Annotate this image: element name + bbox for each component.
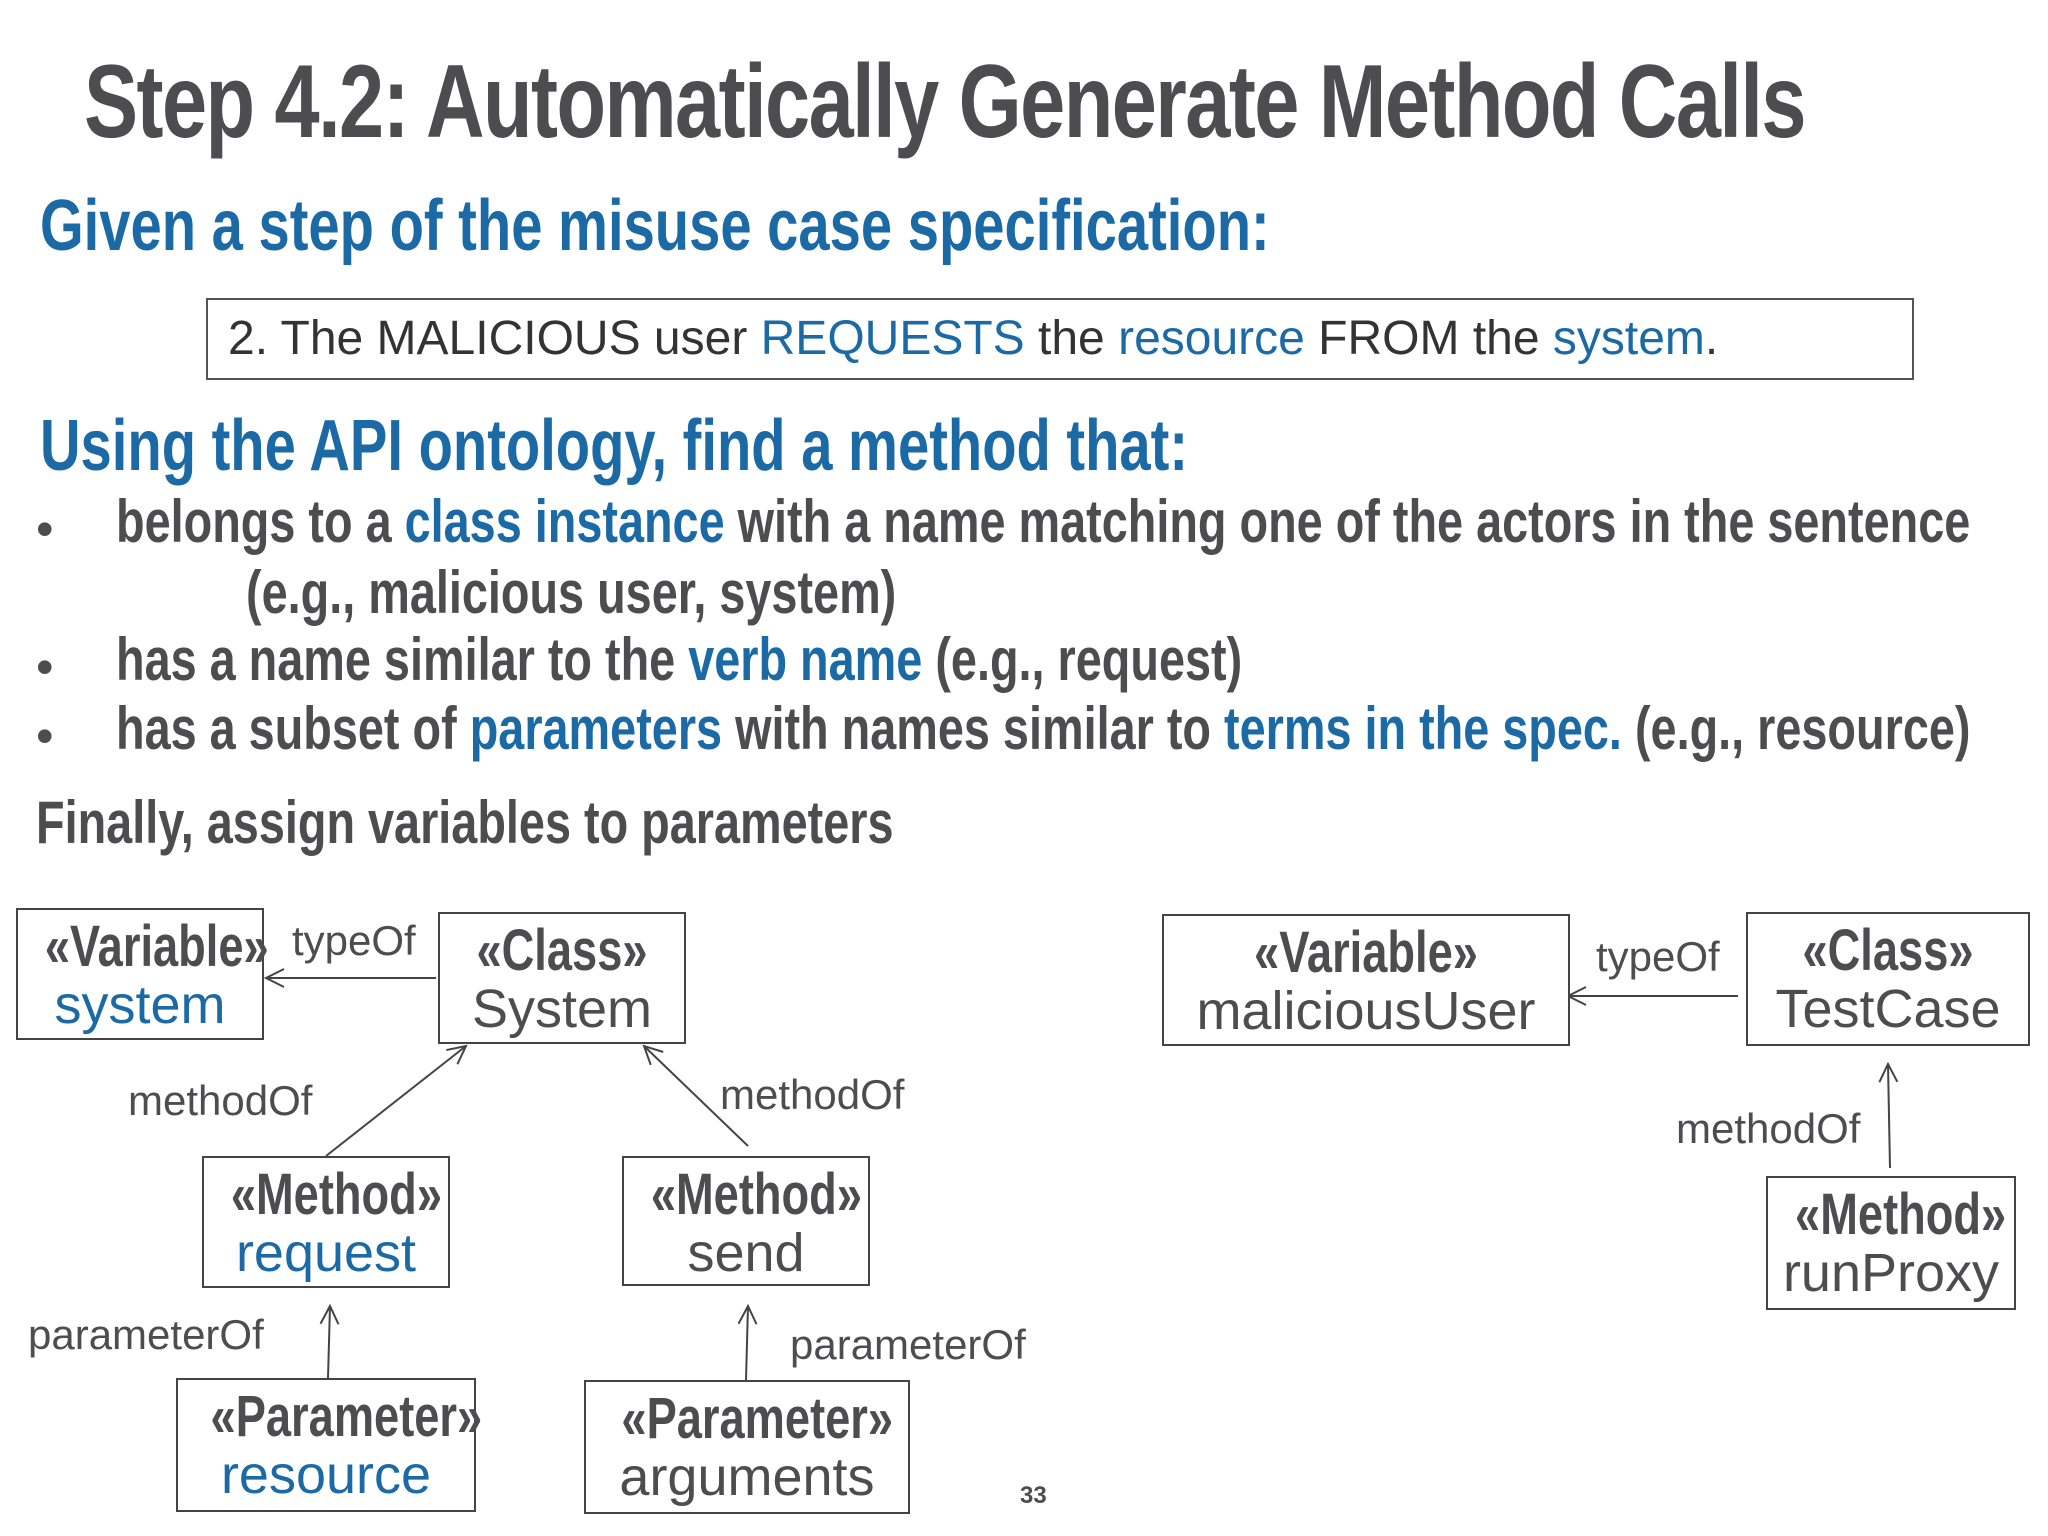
parameter-resource-name: resource bbox=[220, 1445, 432, 1505]
slide-title: Step 4.2: Automatically Generate Method Calls bbox=[84, 44, 1805, 160]
edge-runproxy-methodof bbox=[1888, 1064, 1890, 1168]
parameter-resource-stereotype: «Parameter» bbox=[210, 1384, 483, 1449]
label-typeof-1: typeOf bbox=[292, 917, 416, 964]
method-send-node bbox=[622, 1156, 870, 1286]
variable-malicioususer-name: maliciousUser bbox=[1196, 981, 1536, 1041]
variable-system-stereotype: «Variable» bbox=[44, 914, 269, 979]
bullet-3-e: (e.g., resource) bbox=[1621, 695, 1971, 762]
method-request-node bbox=[202, 1156, 450, 1288]
edge-request-methodof bbox=[326, 1046, 466, 1156]
bullet-1-highlight: class instance bbox=[404, 488, 725, 555]
spec-system: system bbox=[1552, 312, 1705, 365]
method-runproxy-stereotype: «Method» bbox=[1795, 1182, 2007, 1247]
method-send-name: send bbox=[687, 1223, 805, 1283]
edge-resource-parameterof bbox=[328, 1306, 330, 1378]
finally-text: Finally, assign variables to parameters bbox=[36, 789, 894, 856]
class-testcase-name: TestCase bbox=[1775, 979, 2001, 1039]
label-parameterof-2: parameterOf bbox=[790, 1321, 1026, 1368]
bullet-symbol-3: • bbox=[36, 708, 54, 764]
class-system-name: System bbox=[471, 979, 653, 1039]
given-heading: Given a step of the misuse case specification: bbox=[40, 186, 1270, 266]
spec-verb: REQUESTS bbox=[760, 312, 1025, 365]
bullet-2-c: (e.g., request) bbox=[922, 626, 1243, 693]
page-number: 33 bbox=[1020, 1482, 1047, 1509]
spec-text-3: the bbox=[1024, 312, 1119, 365]
spec-resource: resource bbox=[1118, 312, 1305, 365]
label-typeof-2: typeOf bbox=[1596, 933, 1720, 980]
class-system-stereotype: «Class» bbox=[476, 918, 648, 983]
method-runproxy-name: runProxy bbox=[1782, 1243, 2000, 1303]
bullet-2-highlight: verb name bbox=[688, 626, 923, 693]
using-heading: Using the API ontology, find a method that: bbox=[40, 406, 1189, 486]
spec-text-7: . bbox=[1704, 312, 1719, 365]
bullet-2-a: has a name similar to the bbox=[116, 626, 689, 693]
variable-system-node bbox=[16, 908, 269, 1040]
spec-text-1: 2. The MALICIOUS user bbox=[228, 312, 761, 365]
variable-malicioususer-node bbox=[1162, 914, 1570, 1046]
label-methodof-1: methodOf bbox=[128, 1077, 313, 1124]
label-methodof-3: methodOf bbox=[1676, 1105, 1861, 1152]
label-parameterof-1: parameterOf bbox=[28, 1311, 264, 1358]
bullet-symbol-1: • bbox=[36, 501, 54, 557]
variable-malicioususer-stereotype: «Variable» bbox=[1254, 920, 1478, 985]
bullet-3-highlight-2: terms in the spec. bbox=[1224, 695, 1622, 762]
bullet-symbol-2: • bbox=[36, 639, 54, 695]
bullet-3-c: with names similar to bbox=[722, 695, 1225, 762]
parameter-resource-node bbox=[176, 1378, 483, 1512]
class-system-node bbox=[438, 912, 686, 1044]
method-runproxy-node bbox=[1766, 1176, 2016, 1310]
method-request-stereotype: «Method» bbox=[230, 1162, 442, 1227]
label-methodof-2: methodOf bbox=[720, 1071, 905, 1118]
parameter-arguments-stereotype: «Parameter» bbox=[621, 1386, 894, 1451]
bullet-3-highlight-1: parameters bbox=[469, 695, 723, 762]
method-request-name: request bbox=[235, 1223, 417, 1283]
class-testcase-stereotype: «Class» bbox=[1802, 918, 1974, 983]
parameter-arguments-name: arguments bbox=[619, 1447, 875, 1507]
bullet-1-continuation: (e.g., malicious user, system) bbox=[246, 559, 897, 626]
spec-text-5: FROM the bbox=[1304, 312, 1553, 365]
bullet-1-a: belongs to a bbox=[116, 488, 405, 555]
class-testcase-node bbox=[1746, 912, 2030, 1046]
bullet-3-a: has a subset of bbox=[116, 695, 470, 762]
parameter-arguments-node bbox=[584, 1380, 910, 1514]
method-send-stereotype: «Method» bbox=[650, 1162, 862, 1227]
variable-system-name: system bbox=[54, 975, 226, 1035]
bullet-1-c: with a name matching one of the actors in the sentence bbox=[724, 488, 1971, 555]
edge-arguments-parameterof bbox=[746, 1306, 748, 1380]
